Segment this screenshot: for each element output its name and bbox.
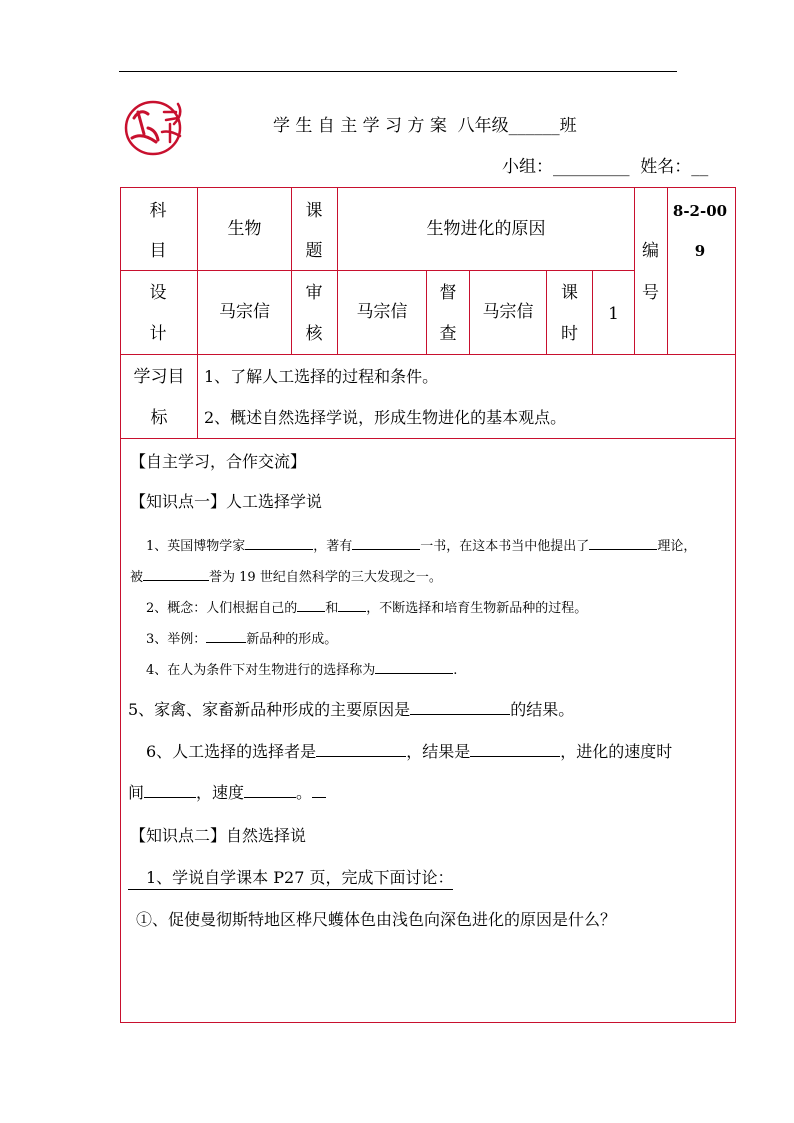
answer-blank[interactable] bbox=[589, 535, 657, 550]
q3-text-a: 3、举例： bbox=[146, 632, 207, 647]
row-line-3 bbox=[120, 438, 736, 439]
q5-text-b: 的结果。 bbox=[510, 700, 575, 719]
answer-blank[interactable] bbox=[144, 783, 196, 798]
col-line-h bbox=[634, 187, 635, 354]
q4-text-a: 4、在人为条件下对生物进行的选择称为 bbox=[146, 663, 376, 678]
point2-title: 【知识点二】自然选择说 bbox=[130, 826, 307, 845]
table-border-right bbox=[735, 187, 736, 1023]
q4-text-b: . bbox=[453, 663, 458, 678]
q1-text-d: 理论， bbox=[657, 539, 697, 554]
review-value: 马宗信 bbox=[356, 302, 408, 322]
q1-text-b: ，著有 bbox=[313, 539, 353, 554]
goal-item-1: 1、了解人工选择的过程和条件。 bbox=[204, 367, 439, 386]
lesson-title: 生物进化的原因 bbox=[426, 219, 546, 239]
answer-blank[interactable] bbox=[245, 535, 313, 550]
question-6-line-1 bbox=[146, 742, 672, 762]
question-2 bbox=[146, 597, 587, 617]
period-label-2: 时 bbox=[561, 324, 578, 344]
answer-blank[interactable] bbox=[338, 597, 366, 612]
answer-blank bbox=[312, 783, 326, 798]
question-6-line-2 bbox=[128, 783, 326, 803]
lesson-label-2: 题 bbox=[305, 241, 323, 261]
top-rule bbox=[119, 71, 677, 72]
p2-q1-text: 1、学说自学课本 P27 页，完成下面讨论： bbox=[146, 868, 454, 887]
q5-text-a: 5、家禽、家畜新品种形成的主要原因是 bbox=[128, 700, 411, 719]
question-5 bbox=[128, 700, 574, 720]
answer-blank[interactable] bbox=[206, 628, 246, 643]
goal-label-2: 标 bbox=[150, 408, 168, 428]
answer-blank[interactable] bbox=[410, 700, 510, 715]
number-value-2: 9 bbox=[694, 242, 706, 260]
question-1-line-2 bbox=[130, 566, 442, 586]
answer-blank[interactable] bbox=[352, 535, 420, 550]
answer-blank[interactable] bbox=[375, 659, 453, 674]
q6-text-f: 。 bbox=[296, 783, 313, 802]
subject-value: 生物 bbox=[227, 219, 262, 239]
goal-label-1: 学习目 bbox=[133, 367, 185, 387]
row-line-2 bbox=[120, 354, 736, 355]
review-label-2: 核 bbox=[305, 324, 323, 344]
q3-text-b: 新品种的形成。 bbox=[246, 632, 338, 647]
q6-text-c: ，进化的速度时 bbox=[560, 742, 673, 761]
lesson-label-1: 课 bbox=[305, 201, 323, 221]
period-value: 1 bbox=[608, 304, 619, 324]
table-border-bottom bbox=[120, 1022, 736, 1023]
q1-text-c: 一书，在这本书当中他提出了 bbox=[420, 539, 590, 554]
design-label-2: 计 bbox=[149, 324, 167, 344]
q6-text-d: 间 bbox=[128, 783, 145, 802]
question-3 bbox=[146, 628, 337, 648]
col-line-c bbox=[337, 187, 338, 354]
point1-title: 【知识点一】人工选择学说 bbox=[130, 492, 323, 511]
q6-text-e: ，速度 bbox=[196, 783, 245, 802]
question-1-line-1 bbox=[146, 535, 696, 555]
seal-logo bbox=[120, 98, 190, 158]
q1-text-e: 被 bbox=[130, 570, 144, 585]
supervise-label-1: 督 bbox=[439, 283, 457, 303]
number-value-1: 8-2-00 bbox=[672, 202, 728, 220]
design-label-1: 设 bbox=[149, 283, 167, 303]
period-label-1: 课 bbox=[561, 283, 578, 303]
q1-text-a: 1、英国博物学家 bbox=[146, 539, 246, 554]
answer-blank[interactable] bbox=[244, 783, 296, 798]
answer-blank[interactable] bbox=[297, 597, 325, 612]
q2-text-a: 2、概念：人们根据自己的 bbox=[146, 601, 298, 616]
table-border-top bbox=[120, 187, 736, 188]
col-line-b bbox=[291, 187, 292, 354]
answer-blank[interactable] bbox=[143, 566, 209, 581]
supervise-value: 马宗信 bbox=[482, 302, 534, 322]
q6-text-a: 6、人工选择的选择者是 bbox=[146, 742, 317, 761]
table-border-left bbox=[120, 187, 121, 1023]
q2-text-b: 和 bbox=[325, 601, 339, 616]
section-title: 【自主学习，合作交流】 bbox=[130, 452, 307, 471]
answer-blank[interactable] bbox=[470, 742, 560, 757]
page-title: 学 生 自 主 学 习 方 案 八年级______班 bbox=[273, 116, 577, 136]
supervise-label-2: 查 bbox=[439, 324, 457, 344]
q2-text-c: ，不断选择和培育生物新品种的过程。 bbox=[366, 601, 588, 616]
question-4 bbox=[146, 659, 457, 679]
number-label-2: 号 bbox=[642, 283, 659, 303]
number-label-1: 编 bbox=[642, 241, 659, 261]
subject-label-1: 科 bbox=[149, 201, 167, 221]
subject-label-2: 目 bbox=[149, 241, 167, 261]
review-label-1: 审 bbox=[305, 283, 323, 303]
answer-blank[interactable] bbox=[316, 742, 406, 757]
q6-text-b: ，结果是 bbox=[406, 742, 471, 761]
group-name-line: 小组：_________ 姓名：__ bbox=[502, 157, 709, 177]
point2-question-2: ①、促使曼彻斯特地区桦尺蠖体色由浅色向深色进化的原因是什么？ bbox=[136, 910, 617, 929]
design-value: 马宗信 bbox=[219, 302, 270, 322]
goal-item-2: 2、概述自然选择学说，形成生物进化的基本观点。 bbox=[204, 408, 567, 427]
q1-text-f: 誉为 19 世纪自然科学的三大发现之一。 bbox=[209, 570, 442, 585]
point2-question-1 bbox=[128, 868, 453, 890]
